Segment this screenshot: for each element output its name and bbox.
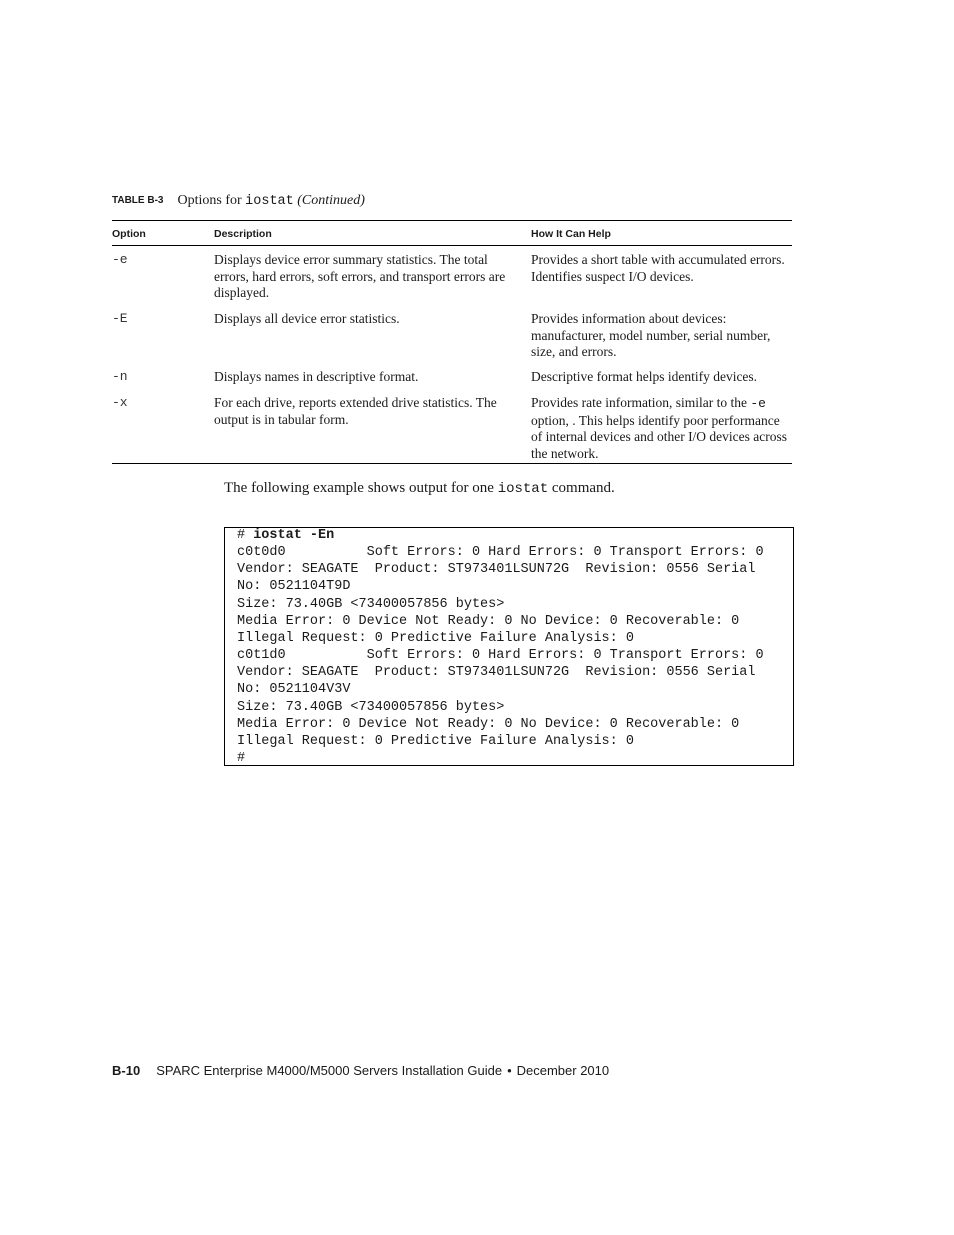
option-cell: -e bbox=[112, 252, 128, 267]
table-number: TABLE B-3 bbox=[112, 195, 164, 206]
code-line: Illegal Request: 0 Predictive Failure Analysis: 0 bbox=[237, 733, 634, 749]
help-inline-code: -e bbox=[750, 396, 766, 411]
table-title: Options for bbox=[177, 193, 246, 208]
table-row bbox=[112, 395, 792, 463]
help-cell bbox=[531, 395, 792, 462]
option-cell: -E bbox=[112, 311, 128, 326]
options-table bbox=[112, 220, 792, 464]
help-cell bbox=[531, 311, 792, 361]
command-line bbox=[237, 527, 764, 544]
code-line: Media Error: 0 Device Not Ready: 0 No Device: 0 Recoverable: 0 bbox=[237, 613, 740, 629]
table-row bbox=[112, 369, 792, 395]
table-row bbox=[112, 311, 792, 369]
intro-text-end: command. bbox=[548, 480, 615, 496]
table-continued-label: (Continued) bbox=[293, 193, 365, 208]
description-cell: Displays names in descriptive format. bbox=[214, 369, 419, 384]
code-line: Vendor: SEAGATE Product: ST973401LSUN72G Revision: 0556 Serial bbox=[237, 562, 756, 578]
header-option: Option bbox=[112, 228, 146, 240]
help-text: Provides rate information, similar to the bbox=[531, 395, 751, 410]
footer-bullet: • bbox=[507, 1063, 512, 1078]
description-cell: Displays device error summary statistics. The total errors, hard errors, soft errors, and transport errors are displayed. bbox=[214, 252, 506, 300]
page-number: B-10 bbox=[112, 1063, 141, 1078]
document-date: December 2010 bbox=[516, 1063, 610, 1078]
header-description: Description bbox=[214, 228, 272, 240]
help-text: Provides information about devices: manufacturer, model number, serial number, size, and errors. bbox=[531, 311, 771, 359]
example-intro-paragraph bbox=[224, 480, 615, 497]
description-cell: For each drive, reports extended drive statistics. The output is in tabular form. bbox=[214, 395, 497, 427]
help-cell bbox=[531, 369, 792, 386]
help-cell bbox=[531, 252, 792, 285]
code-line: No: 0521104T9D bbox=[237, 579, 351, 595]
description-cell: Displays all device error statistics. bbox=[214, 311, 400, 326]
code-line: c0t0d0 Soft Errors: 0 Hard Errors: 0 Transport Errors: 0 bbox=[237, 545, 764, 561]
table-header bbox=[112, 221, 792, 246]
option-cell: -x bbox=[112, 395, 128, 410]
option-cell: -n bbox=[112, 369, 128, 384]
command-prompt: # bbox=[237, 528, 254, 543]
command-text: iostat -En bbox=[253, 528, 335, 543]
code-line: Illegal Request: 0 Predictive Failure Analysis: 0 bbox=[237, 630, 634, 646]
code-line: No: 0521104V3V bbox=[237, 682, 351, 698]
code-line: Media Error: 0 Device Not Ready: 0 No Device: 0 Recoverable: 0 bbox=[237, 716, 740, 732]
intro-command: iostat bbox=[497, 481, 549, 497]
help-text-continued: option, . This helps identify poor performance of internal devices and other I/O devices across the network. bbox=[531, 412, 788, 461]
code-line: Size: 73.40GB <73400057856 bytes> bbox=[237, 596, 505, 612]
header-how-it-can-help: How It Can Help bbox=[531, 228, 611, 240]
table-title-command: iostat bbox=[245, 194, 294, 209]
help-text: Provides a short table with accumulated errors. Identifies suspect I/O devices. bbox=[531, 252, 785, 284]
code-line: c0t1d0 Soft Errors: 0 Hard Errors: 0 Transport Errors: 0 bbox=[237, 648, 764, 664]
document-title: SPARC Enterprise M4000/M5000 Servers Installation Guide bbox=[156, 1063, 503, 1078]
table-caption bbox=[112, 193, 365, 209]
code-example-box bbox=[224, 527, 794, 766]
code-output bbox=[237, 527, 764, 767]
table-row bbox=[112, 252, 792, 311]
intro-text: The following example shows output for one bbox=[224, 480, 498, 496]
code-line: Size: 73.40GB <73400057856 bytes> bbox=[237, 699, 505, 715]
code-line: Vendor: SEAGATE Product: ST973401LSUN72G Revision: 0556 Serial bbox=[237, 665, 756, 681]
page-footer bbox=[112, 1063, 609, 1078]
code-line: # bbox=[237, 751, 246, 767]
help-text: Descriptive format helps identify devices. bbox=[531, 369, 758, 384]
